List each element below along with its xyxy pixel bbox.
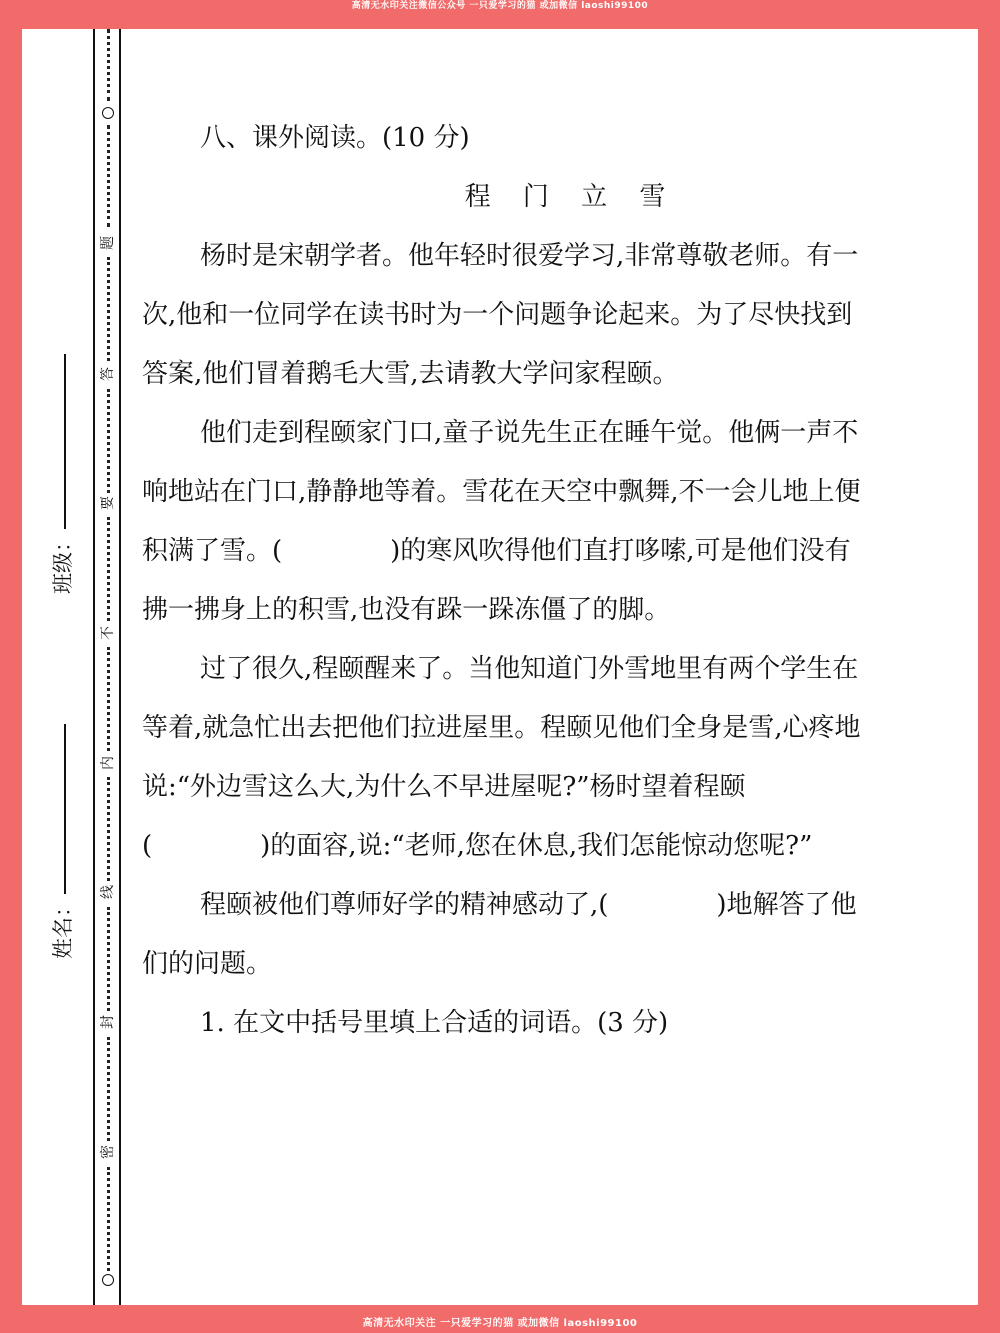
question-1: 1. 在文中括号里填上合适的词语。(3 分) <box>200 1008 669 1038</box>
text-line: 等着,就急忙出去把他们拉进屋里。程颐见他们全身是雪,心疼地 <box>142 713 861 743</box>
text-fragment: )地解答了他 <box>716 890 857 920</box>
binding-line-inner <box>119 29 121 1305</box>
text-fragment: 积满了雪。( <box>142 536 283 566</box>
seal-dotted-line <box>102 29 114 1305</box>
text-line: 说:“外边雪这么大,为什么不早进屋呢?”杨时望着程颐 <box>142 772 746 802</box>
text-line: 响地站在门口,静静地等着。雪花在天空中飘舞,不一会儿地上便 <box>142 477 861 507</box>
section-title: 八、课外阅读。(10 分) <box>200 123 470 153</box>
circle-icon <box>102 107 114 119</box>
text-fragment: )的面容,说:“老师,您在休息,我们怎能惊动您呢?” <box>260 831 813 861</box>
text-line: 他们走到程颐家门口,童子说先生正在睡午觉。他俩一声不 <box>200 418 859 448</box>
seal-char-mi: 密 <box>100 1145 116 1159</box>
class-fill-line[interactable] <box>64 354 66 529</box>
reading-section <box>142 109 962 1053</box>
seal-char-bu: 不 <box>100 626 116 640</box>
class-label: 班级： <box>51 531 75 594</box>
text-line: 过了很久,程颐醒来了。当他知道门外雪地里有两个学生在 <box>200 654 859 684</box>
seal-char-yao: 要 <box>100 496 116 510</box>
exam-paper <box>22 29 978 1305</box>
binding-line-outer <box>93 29 95 1305</box>
name-fill-line[interactable] <box>64 724 66 894</box>
text-line <box>142 876 962 935</box>
article-title: 程 门 立 雪 <box>464 182 678 212</box>
circle-icon <box>102 1274 114 1286</box>
seal-char-da: 答 <box>100 367 116 381</box>
text-line <box>142 522 962 581</box>
text-line: 们的问题。 <box>142 949 273 979</box>
text-line: 拂一拂身上的积雪,也没有跺一跺冻僵了的脚。 <box>142 595 671 625</box>
seal-char-feng: 封 <box>100 1015 116 1029</box>
seal-char-ti: 题 <box>100 236 116 250</box>
seal-char-xian: 线 <box>100 885 116 899</box>
name-label: 姓名： <box>51 896 75 959</box>
text-fragment: 程颐被他们尊师好学的精神感动了,( <box>200 890 609 920</box>
watermark-bottom: 高清无水印关注 一只爱学习的猫 或加微信 laoshi99100 <box>362 1318 638 1329</box>
seal-char-nei: 内 <box>100 756 116 770</box>
text-line: 答案,他们冒着鹅毛大雪,去请教大学问家程颐。 <box>142 359 679 389</box>
text-fragment: ( <box>142 831 153 861</box>
text-line: 杨时是宋朝学者。他年轻时很爱学习,非常尊敬老师。有一 <box>200 241 859 271</box>
watermark-top: 高清无水印关注微信公众号 一只爱学习的猫 或加微信 laoshi99100 <box>351 1 649 11</box>
text-line: 次,他和一位同学在读书时为一个问题争论起来。为了尽快找到 <box>142 300 853 330</box>
text-fragment: )的寒风吹得他们直打哆嗦,可是他们没有 <box>390 536 851 566</box>
text-line <box>142 817 962 876</box>
